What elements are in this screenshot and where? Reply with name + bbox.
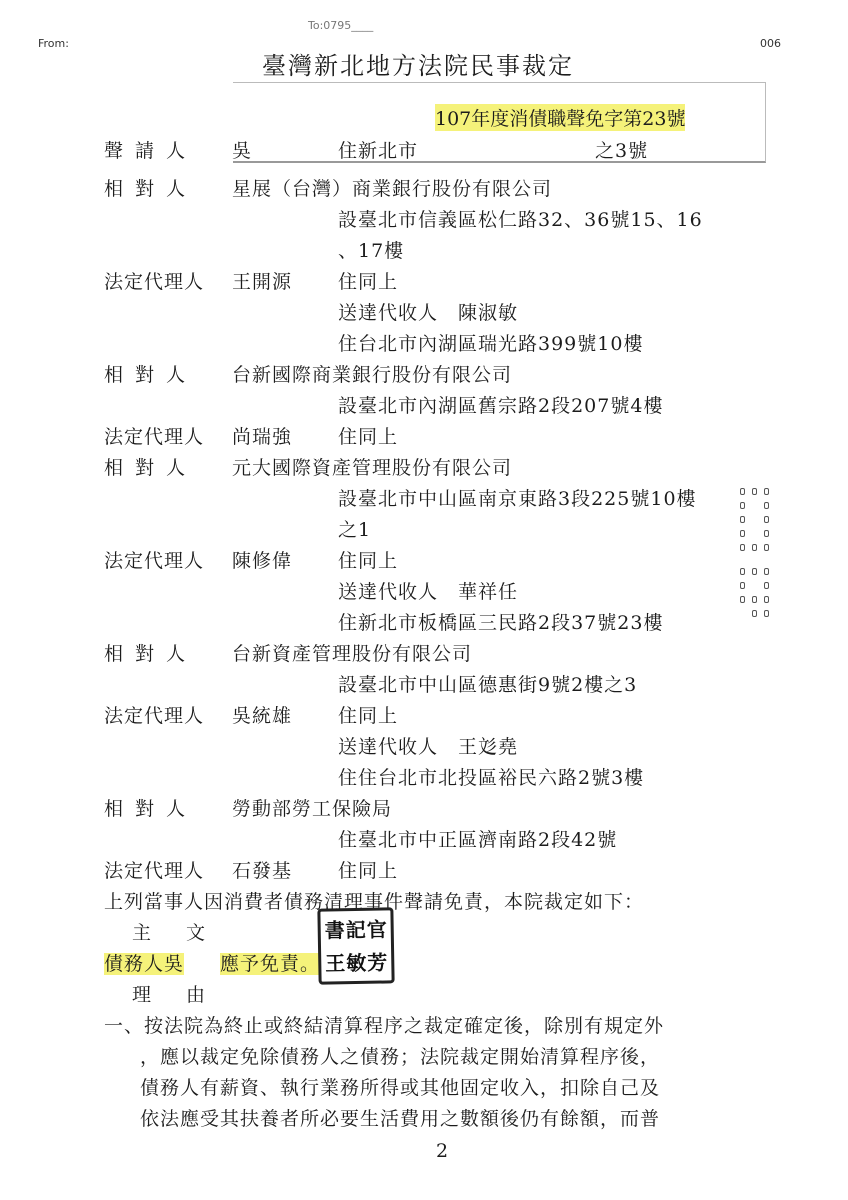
applicant-label: 聲請人 — [104, 140, 198, 162]
legal-rep-name: 吳統雄 — [232, 705, 293, 727]
reason-line: ，應以裁定免除債務人之債務；法院裁定開始清算程序後， — [140, 1046, 661, 1068]
fax-to-label: To:0795____ — [308, 19, 374, 32]
respondent-address-cont: 、17樓 — [338, 240, 405, 262]
respondent-label: 相對人 — [104, 457, 198, 479]
respondent-address: 設臺北市中山區南京東路3段225號10樓 — [338, 488, 697, 510]
legal-rep-address: 住同上 — [338, 271, 399, 293]
document-title: 臺灣新北地方法院民事裁定 — [262, 52, 574, 80]
stamp-name: 王敏芳 — [325, 950, 389, 976]
respondent-name: 勞動部勞工保險局 — [232, 798, 393, 820]
respondent-label: 相對人 — [104, 643, 198, 665]
legal-rep-name: 陳修偉 — [232, 550, 293, 572]
applicant-address-tail: 之3號 — [595, 140, 649, 162]
reason-line: 債務人有薪資、執行業務所得或其他固定收入，扣除自己及 — [140, 1077, 661, 1099]
service-agent: 送達代收人 華祥任 — [338, 581, 519, 603]
legal-rep-label: 法定代理人 — [104, 426, 205, 448]
page-number: 2 — [436, 1140, 449, 1162]
fax-page-id: 006 — [760, 37, 781, 50]
respondent-name: 元大國際資產管理股份有限公司 — [232, 457, 513, 479]
service-agent-address: 住住台北市北投區裕民六路2號3樓 — [338, 767, 645, 789]
intro-text: 上列當事人因消費者債務清理事件聲請免責，本院裁定如下： — [104, 891, 645, 913]
legal-rep-name: 王開源 — [232, 271, 293, 293]
case-number: 107年度消債職聲免字第23號 — [435, 104, 685, 131]
binding-holes — [740, 488, 780, 618]
ruling-text: 應予免責。 — [220, 953, 321, 975]
service-agent-address: 住新北市板橋區三民路2段37號23樓 — [338, 612, 664, 634]
fax-from-label: From: — [38, 37, 69, 50]
ruling-prefix: 債務人吳 — [104, 953, 185, 975]
legal-rep-label: 法定代理人 — [104, 860, 205, 882]
service-agent: 送達代收人 陳淑敏 — [338, 302, 519, 324]
stamp-title: 書記官 — [324, 917, 388, 943]
legal-rep-name: 石發基 — [232, 860, 293, 882]
legal-rep-label: 法定代理人 — [104, 705, 205, 727]
respondent-address: 住臺北市中正區濟南路2段42號 — [338, 829, 618, 851]
respondent-address: 設臺北市信義區松仁路32、36號15、16 — [338, 209, 703, 231]
respondent-address: 設臺北市中山區德惠街9號2樓之3 — [338, 674, 638, 696]
respondent-address: 設臺北市內湖區舊宗路2段207號4樓 — [338, 395, 664, 417]
respondent-label: 相對人 — [104, 178, 198, 200]
respondent-name: 台新資產管理股份有限公司 — [232, 643, 473, 665]
legal-rep-address: 住同上 — [338, 860, 399, 882]
legal-rep-address: 住同上 — [338, 550, 399, 572]
service-agent: 送達代收人 王彣堯 — [338, 736, 519, 758]
reason-line: 依法應受其扶養者所必要生活費用之數額後仍有餘額，而普 — [140, 1108, 661, 1130]
respondent-label: 相對人 — [104, 364, 198, 386]
respondent-address-cont: 之1 — [338, 519, 372, 541]
legal-rep-label: 法定代理人 — [104, 271, 205, 293]
clerk-stamp — [317, 907, 394, 984]
legal-rep-address: 住同上 — [338, 426, 399, 448]
legal-rep-label: 法定代理人 — [104, 550, 205, 572]
legal-rep-name: 尚瑞強 — [232, 426, 293, 448]
legal-rep-address: 住同上 — [338, 705, 399, 727]
respondent-name: 星展（台灣）商業銀行股份有限公司 — [232, 178, 553, 200]
main-heading: 主 文 — [132, 922, 214, 944]
applicant-name: 吳 — [232, 140, 253, 162]
applicant-address: 住新北市 — [338, 140, 419, 162]
reason-line: 一、按法院為終止或終結清算程序之裁定確定後，除別有規定外 — [104, 1015, 665, 1037]
respondent-name: 台新國際商業銀行股份有限公司 — [232, 364, 513, 386]
ruling-line — [104, 949, 320, 976]
respondent-label: 相對人 — [104, 798, 198, 820]
reason-heading: 理 由 — [132, 984, 214, 1006]
service-agent-address: 住台北市內湖區瑞光路399號10樓 — [338, 333, 644, 355]
